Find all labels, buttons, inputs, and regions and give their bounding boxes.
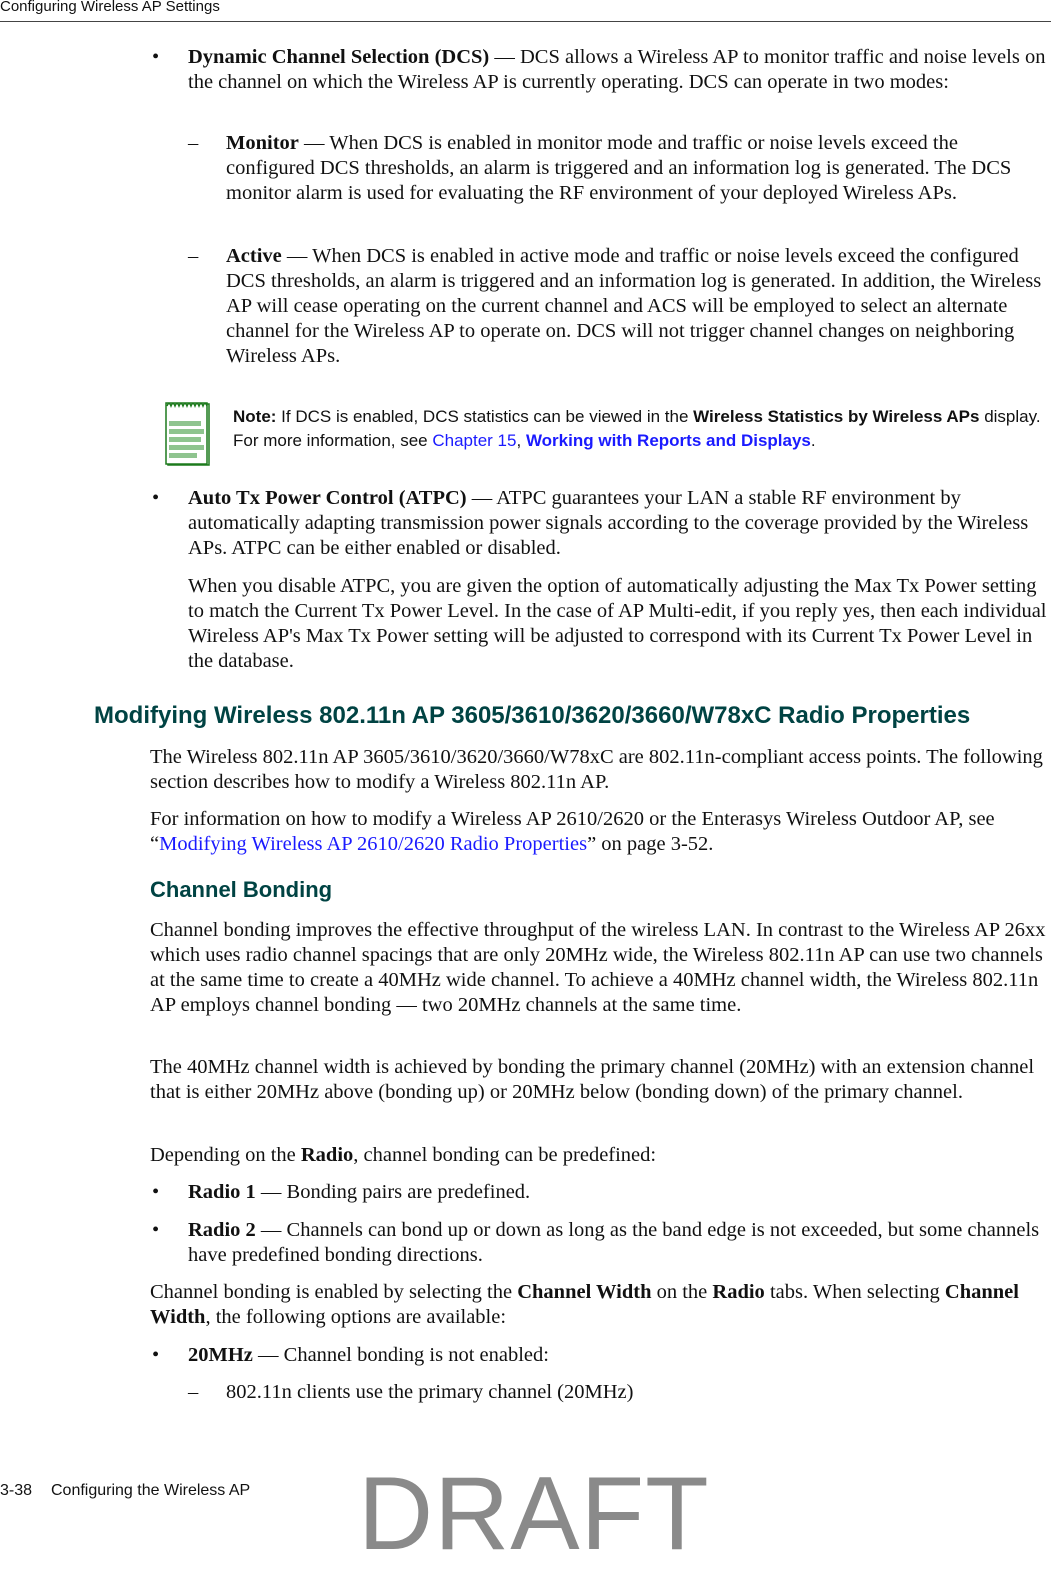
text: 802.11n clients use the primary channel (20MHz) <box>226 1381 634 1403</box>
note-label: Note: <box>233 407 277 426</box>
text: ” on page 3-52. <box>587 833 714 855</box>
section-heading: Modifying Wireless 802.11n AP 3605/3610/3620/3660/W78xC Radio Properties <box>94 702 971 729</box>
bullet-atpc <box>152 486 1050 561</box>
term: Radio 1 <box>188 1181 256 1203</box>
text: tabs. When selecting <box>764 1281 945 1303</box>
note-callout <box>233 405 1051 453</box>
term: Dynamic Channel Selection (DCS) <box>188 46 490 68</box>
bonding-paragraph <box>150 1280 1050 1330</box>
section-paragraph-see-also <box>150 807 1050 857</box>
bullet-mark: • <box>152 1344 160 1366</box>
term: Auto Tx Power Control (ATPC) <box>188 487 467 509</box>
section-paragraph: The Wireless 802.11n AP 3605/3610/3620/3660/W78xC are 802.11n-compliant access points. The following section describes how to modify a Wireless 802.11n AP. <box>150 746 1043 793</box>
bullet-radio-2 <box>152 1218 1050 1268</box>
term: Monitor <box>226 132 299 154</box>
note-text: If DCS is enabled, DCS statistics can be viewed in the <box>276 407 694 426</box>
term: Radio <box>712 1281 765 1303</box>
bonding-paragraph: Channel bonding improves the effective throughput of the wireless LAN. In contrast to the Wireless AP 26xx which uses radio channel spacings that are only 20MHz wide, the Wireless 802.11n AP can use two channels at the same time to create a 40MHz wide channel. To achieve a 40MHz channel width, the Wireless 802.11n AP employs channel bonding — two 20MHz channels at the same time. <box>150 919 1046 1016</box>
draft-watermark: DRAFT <box>358 1456 710 1572</box>
bullet-mark: • <box>152 1219 160 1241</box>
note-text: display. For more information, see <box>233 407 1041 450</box>
dash-mark: – <box>188 1381 199 1403</box>
link-reports-displays[interactable]: Working with Reports and Displays <box>525 431 811 450</box>
text: on the <box>651 1281 713 1303</box>
term: Radio <box>300 1144 354 1166</box>
notepad-icon <box>165 400 211 466</box>
term: 20MHz <box>188 1344 253 1366</box>
term: Channel Width <box>517 1281 652 1303</box>
text: — Channel bonding is not enabled: <box>252 1344 549 1366</box>
dash-20mhz-clients <box>188 1380 1050 1405</box>
subsection-heading: Channel Bonding <box>150 877 333 902</box>
bullet-dcs <box>152 45 1050 95</box>
text: — ATPC guarantees your LAN a stable RF environment by automatically adapting transmission power signals according to the coverage provided by the Wireless APs. ATPC can be either enabled or disabled. <box>188 487 1029 559</box>
dash-active <box>188 244 1050 369</box>
text: For information on how to modify a Wireless AP 2610/2620 or the Enterasys Wireless Outdoor AP, see “ <box>150 808 995 855</box>
atpc-paragraph: When you disable ATPC, you are given the option of automatically adjusting the Max Tx Power setting to match the Current Tx Power Level. In the case of AP Multi-edit, if you reply yes, then each individual Wireless AP's Max Tx Power setting will be adjusted to correspond with its Current Tx Power Level in the database. <box>188 575 1047 672</box>
text: , channel bonding can be predefined: <box>353 1144 657 1166</box>
bullet-radio-1 <box>152 1180 1050 1205</box>
page-number: 3-38 <box>0 1482 33 1499</box>
header-rule <box>0 21 1051 22</box>
text: Depending on the <box>150 1144 301 1166</box>
running-header: Configuring Wireless AP Settings <box>0 0 220 15</box>
text: — Channels can bond up or down as long as the band edge is not exceeded, but some channels have predefined bonding directions. <box>188 1219 1040 1266</box>
dash-monitor <box>188 131 1050 206</box>
note-ui-name: Wireless Statistics by Wireless APs <box>693 407 980 426</box>
note-text: , <box>516 431 526 450</box>
bullet-mark: • <box>152 1181 160 1203</box>
text: , the following options are available: <box>205 1306 507 1328</box>
link-modifying-ap-2610[interactable]: Modifying Wireless AP 2610/2620 Radio Properties <box>159 833 588 855</box>
term: Active <box>226 245 282 267</box>
note-text: . <box>810 431 816 450</box>
bullet-20mhz <box>152 1343 1050 1368</box>
dash-mark: – <box>188 132 199 154</box>
text: — Bonding pairs are predefined. <box>255 1181 531 1203</box>
bonding-paragraph <box>150 1143 1050 1168</box>
text: Channel bonding is enabled by selecting the <box>150 1281 518 1303</box>
bullet-mark: • <box>152 487 160 509</box>
footer-title: Configuring the Wireless AP <box>51 1482 251 1499</box>
bullet-mark: • <box>152 46 160 68</box>
bonding-paragraph: The 40MHz channel width is achieved by bonding the primary channel (20MHz) with an extension channel that is either 20MHz above (bonding up) or 20MHz below (bonding down) of the primary channel. <box>150 1056 1035 1103</box>
dash-mark: – <box>188 245 199 267</box>
link-chapter-15[interactable]: Chapter 15 <box>432 431 517 450</box>
term: Radio 2 <box>188 1219 256 1241</box>
text: — DCS allows a Wireless AP to monitor traffic and noise levels on the channel on which the Wireless AP is currently operating. DCS can operate in two modes: <box>188 46 1046 93</box>
term: Channel Width <box>150 1281 1019 1328</box>
text: — When DCS is enabled in active mode and traffic or noise levels exceed the configured DCS thresholds, an alarm is triggered and an information log is generated. In addition, the Wireless AP will cease operating on the current channel and ACS will be employed to select an alternate channel for the Wireless AP to operate on. DCS will not trigger channel changes on neighboring Wireless APs. <box>226 245 1042 367</box>
text: — When DCS is enabled in monitor mode and traffic or noise levels exceed the configured DCS thresholds, an alarm is triggered and an information log is generated. The DCS monitor alarm is used for evaluating the RF environment of your deployed Wireless APs. <box>226 132 1012 204</box>
